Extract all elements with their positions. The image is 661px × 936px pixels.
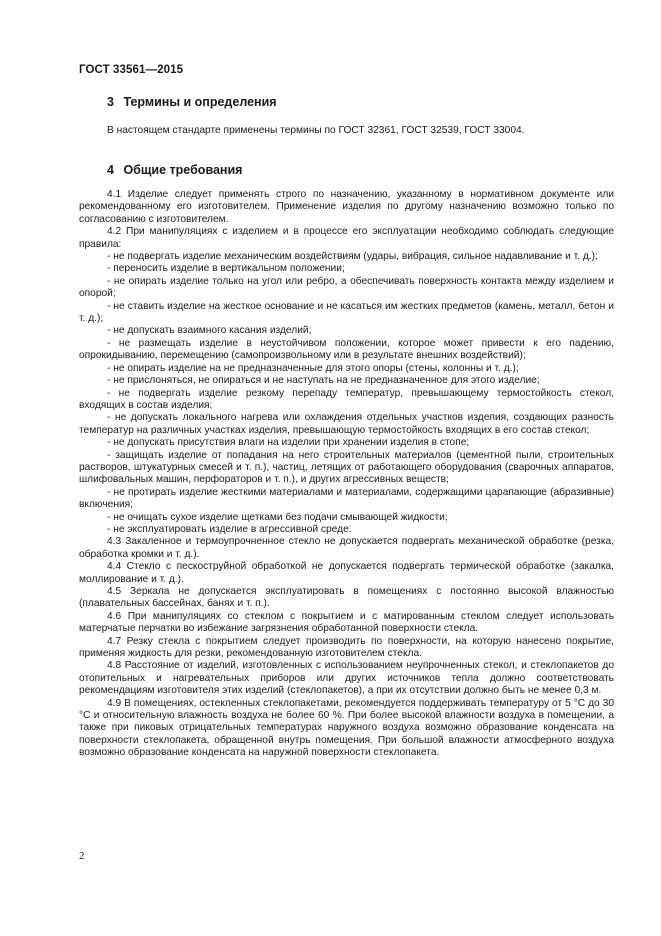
list-item: - защищать изделие от попадания на него строительных материалов (цементной пыли, строительных растворов, штукатурных смесей и т. п.), частиц, летящих от работающего оборудования (сварочных аппаратов, шлифовальных машин, перфораторов и т. п.), и других агрессивных веществ; <box>79 449 614 486</box>
paragraph: 4.1 Изделие следует применять строго по назначению, указанному в нормативном документе или рекомендованному его изготовителем. Применение изделия по другому назначению возможно только по согласованию с изготовителем. <box>79 189 614 225</box>
paragraph: 4.7 Резку стекла с покрытием следует производить по поверхности, на которую нанесено покрытие, применяя жидкость для резки, рекомендованную изготовителем стекла. <box>79 635 614 660</box>
paragraph: 4.4 Стекло с пескоструйной обработкой не допускается подвергать термической обработке (закалка, моллирование и т. д.). <box>79 561 614 585</box>
paragraph: 4.5 Зеркала не допускается эксплуатировать в помещениях с постоянно высокой влажностью (плавательных бассейнах, банях и т. п.). <box>79 586 614 610</box>
paragraph: 4.9 В помещениях, остекленных стеклопакетами, рекомендуется поддерживать температуру от 5 °С до 30 °С и относительную влажность воздуха не более 60 %. При более высокой влажности воздуха в помещении, а также при пиковых отрицательных температурах наружного воздуха возможно образование конденсата на поверхности стеклопакета, обращенной внутрь помещения. При большой влажности атмосферного воздуха возможно образование конденсата на наружной поверхности стеклопакета. <box>79 697 614 759</box>
list-item: - переносить изделие в вертикальном положении; <box>107 263 345 275</box>
page-number: 2 <box>79 850 85 862</box>
page-header-standard: ГОСТ 33561—2015 <box>79 64 184 76</box>
section-4-heading <box>107 163 242 177</box>
list-item: - не допускать взаимного касания изделий; <box>107 325 312 337</box>
paragraph: 4.2 При манипуляциях с изделием и в процессе его эксплуатации необходимо соблюдать следующие правила: <box>79 226 614 250</box>
paragraph: 4.3 Закаленное и термоупрочненное стекло не допускается подвергать механической обработке (резка, обработка кромки и т. д.). <box>79 536 614 560</box>
section-3-text: В настоящем стандарте применены термины по ГОСТ 32361, ГОСТ 32539, ГОСТ 33004. <box>107 125 525 136</box>
list-item: - не допускать присутствия влаги на изделии при хранении изделия в стопе; <box>107 437 470 449</box>
list-item: - не прислоняться, не опираться и не наступать на не предназначенное для этого изделие; <box>107 375 540 387</box>
list-item: - не опирать изделие на не предназначенные для этого опоры (стены, колонны и т. д.); <box>107 362 519 374</box>
list-item: - не протирать изделие жесткими материалами и материалами, содержащими царапающие (абразивные) включения; <box>79 486 614 511</box>
section-3-heading <box>107 95 277 109</box>
list-item: - не подвергать изделие резкому перепаду температур, превышающему термостойкость стекол, входящих в состав изделия; <box>79 387 614 411</box>
list-item: - не ставить изделие на жесткое основание и не касаться им жестких предметов (камень, металл, бетон и т. д.); <box>79 300 614 325</box>
section-4-title: Общие требования <box>123 163 243 177</box>
section-4-body <box>79 189 614 760</box>
section-3-number: 3 <box>107 95 114 109</box>
list-item: - не подвергать изделие механическим воздействиям (удары, вибрация, сильное надавливание и т. д.); <box>107 251 598 263</box>
list-item: - не допускать локального нагрева или охлаждения отдельных участков изделия, создающих разность температур на различных участках изделия, превышающую термостойкость входящих в его состав стекол; <box>79 412 614 436</box>
section-4-number: 4 <box>107 163 114 177</box>
list-item: - не опирать изделие только на угол или ребро, а обеспечивать поверхность контакта между изделием и опорой; <box>79 275 614 300</box>
paragraph: 4.6 При манипуляциях со стеклом с покрытием и с матированным стеклом следует использовать матерчатые перчатки во избежание загрязнения обработанной поверхности стекла. <box>79 610 614 635</box>
list-item: - не размещать изделие в неустойчивом положении, которое может привести к его падению, опрокидыванию, перемещению (самопроизвольному или в результате внешних воздействий); <box>79 337 614 362</box>
list-item: - не очищать сухое изделие щетками без подачи смывающей жидкости; <box>107 511 448 523</box>
paragraph: 4.8 Расстояние от изделий, изготовленных с использованием неупрочненных стекол, и стеклопакетов до отопительных и нагревательных приборов или других источников тепла должно соответствовать рекомендациям изготовителя этих изделий (стеклопакетов), а при их отсутствии должно быть не менее 0,3 м. <box>79 660 614 697</box>
section-3-title: Термины и определения <box>123 95 277 109</box>
list-item: - не эксплуатировать изделие в агрессивной среде. <box>107 523 352 535</box>
